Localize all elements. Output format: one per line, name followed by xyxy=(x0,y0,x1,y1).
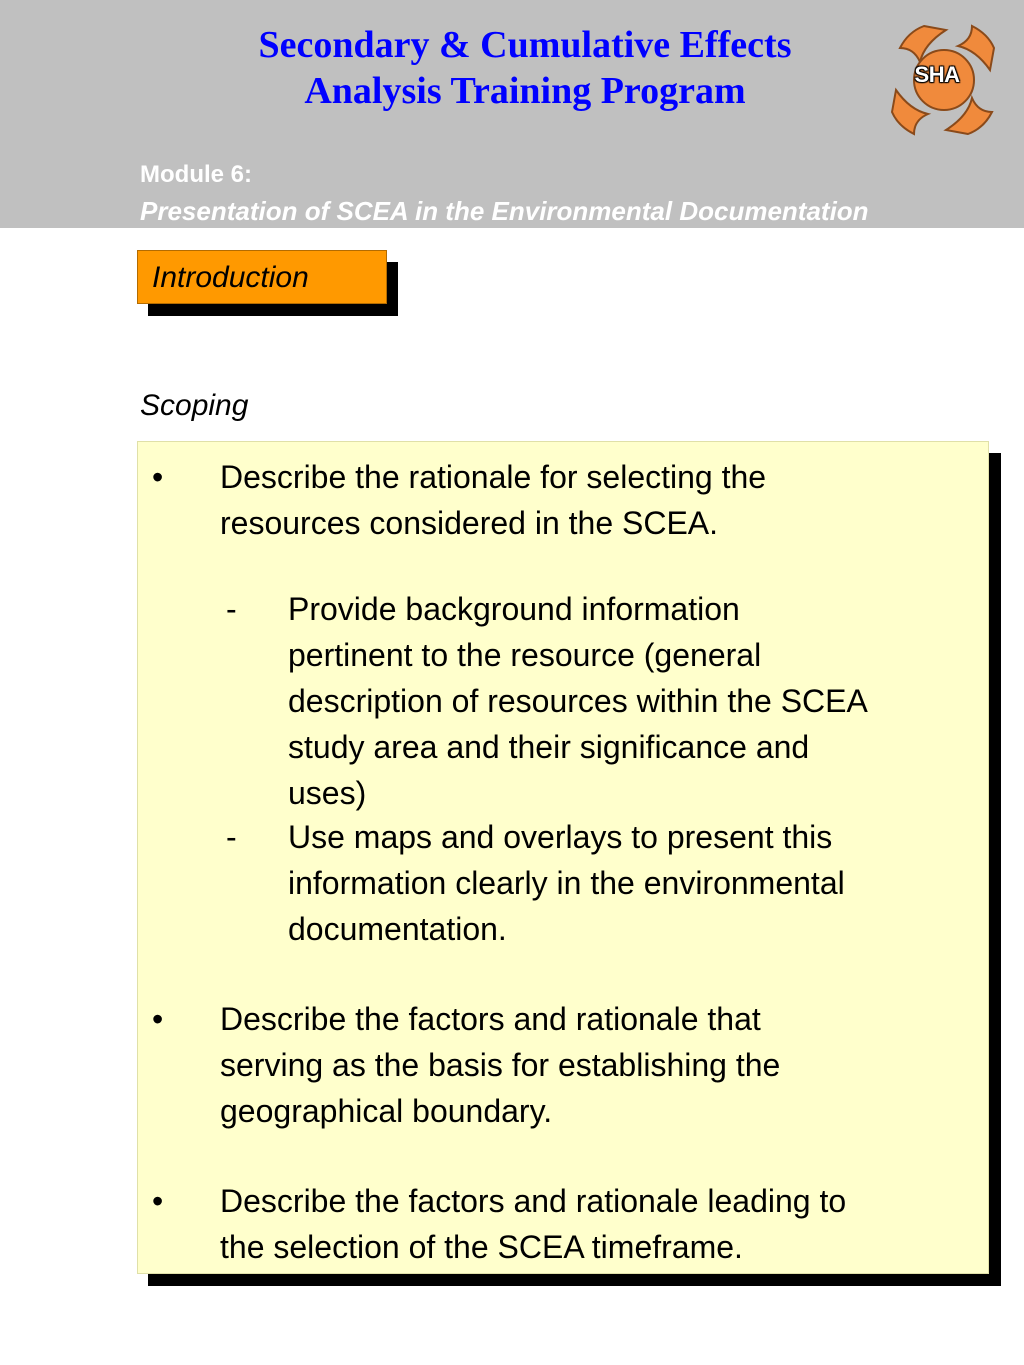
bullet-line: Describe the rationale for selecting the xyxy=(220,459,767,495)
sub-item-line: pertinent to the resource (general xyxy=(288,637,762,673)
section-tab-label: Introduction xyxy=(152,261,309,294)
topic-heading: Scoping xyxy=(140,389,249,422)
sub-item-text xyxy=(288,586,988,816)
sub-item-line: description of resources within the SCEA xyxy=(288,683,868,719)
sub-item-line: uses) xyxy=(288,775,367,811)
sub-item-line: documentation. xyxy=(288,911,507,947)
sub-item-line: information clearly in the environmental xyxy=(288,865,845,901)
bullet-line: Describe the factors and rationale leading to xyxy=(220,1183,847,1219)
module-subtitle: Presentation of SCEA in the Environmental Documentation xyxy=(140,196,869,226)
dash-marker: - xyxy=(226,591,237,627)
sub-item-line: Provide background information xyxy=(288,591,740,627)
bullet-marker: • xyxy=(152,1001,164,1037)
bullet-line: Describe the factors and rationale that xyxy=(220,1001,761,1037)
module-label: Module 6: xyxy=(140,161,252,188)
bullet-line: serving as the basis for establishing the xyxy=(220,1047,781,1083)
bullet-line: geographical boundary. xyxy=(220,1093,553,1129)
program-title-line-1: Secondary & Cumulative Effects xyxy=(258,24,792,66)
bullet-marker: • xyxy=(152,1183,164,1219)
bullet-text xyxy=(220,1178,980,1270)
program-title xyxy=(150,22,900,114)
program-title-line-2: Analysis Training Program xyxy=(304,70,746,112)
sub-item-text xyxy=(288,814,988,952)
bullet-text xyxy=(220,996,980,1134)
sha-logo xyxy=(884,18,1002,140)
section-tab xyxy=(137,250,387,304)
bullet-line: the selection of the SCEA timeframe. xyxy=(220,1229,743,1265)
bullet-line: resources considered in the SCEA. xyxy=(220,505,719,541)
sub-item-line: Use maps and overlays to present this xyxy=(288,819,833,855)
sub-item-line: study area and their significance and xyxy=(288,729,810,765)
content-box xyxy=(137,441,989,1274)
bullet-marker: • xyxy=(152,459,164,495)
dash-marker: - xyxy=(226,819,237,855)
logo-text: SHA xyxy=(914,62,960,87)
bullet-text xyxy=(220,454,980,546)
